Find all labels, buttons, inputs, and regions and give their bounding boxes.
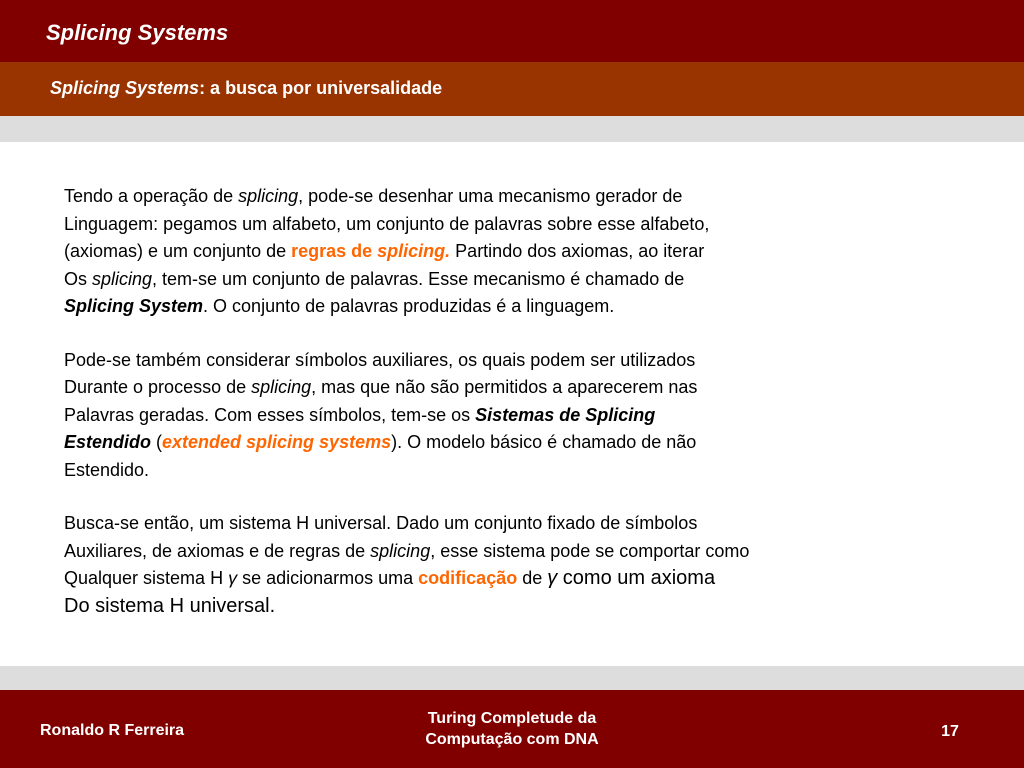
p3-line-3: Qualquer sistema H γ se adicionarmos uma codificação de γ como um axioma [64, 567, 716, 589]
p1-line-5: Splicing System. O conjunto de palavras produzidas é a linguagem. [64, 296, 615, 316]
slide-title: Splicing Systems [46, 20, 229, 45]
subtitle-rest: : a busca por universalidade [199, 78, 443, 98]
footer-presentation-title [362, 708, 662, 750]
p3-line-4: Do sistema H universal. [64, 594, 276, 617]
p2-line-4: Estendido (extended splicing systems). O modelo básico é chamado de não [64, 432, 697, 452]
p3-line-1: Busca-se então, um sistema H universal. Dado um conjunto fixado de símbolos [64, 513, 698, 533]
page-number: 17 [941, 723, 959, 740]
bottom-divider-band [0, 666, 1024, 690]
highlight-codificacao: codificação [418, 568, 518, 588]
slide-subtitle [50, 78, 442, 99]
p1-line-3: (axiomas) e um conjunto de regras de splicing. Partindo dos axiomas, ao iterar [64, 241, 705, 261]
footer-bar [0, 690, 1024, 768]
subtitle-italic: Splicing Systems [50, 78, 200, 98]
slide-body [64, 183, 964, 620]
paragraph-1 [64, 183, 964, 321]
p2-line-1: Pode-se também considerar símbolos auxiliares, os quais podem ser utilizados [64, 349, 696, 370]
top-divider-band [0, 116, 1024, 142]
highlight-regras: regras de [291, 241, 378, 261]
footer-author: Ronaldo R Ferreira [40, 722, 185, 739]
highlight-extended: extended splicing systems [162, 432, 392, 452]
footer-title-line-2: Computação com DNA [425, 731, 599, 748]
p2-line-5: Estendido. [64, 459, 150, 480]
p3-line-2: Auxiliares, de axiomas e de regras de splicing, esse sistema pode se comportar como [64, 540, 750, 561]
footer-title-line-1: Turing Completude da [427, 710, 597, 727]
p1-line-1: Tendo a operação de splicing, pode-se desenhar uma mecanismo gerador de [64, 186, 683, 206]
paragraph-2 [64, 347, 964, 485]
p2-line-3: Palavras geradas. Com esses símbolos, tem-se os Sistemas de Splicing [64, 404, 656, 425]
p1-line-2: Linguagem: pegamos um alfabeto, um conjunto de palavras sobre esse alfabeto, [64, 213, 710, 234]
p1-line-4: Os splicing, tem-se um conjunto de palavras. Esse mecanismo é chamado de [64, 268, 685, 289]
highlight-splicing: splicing. [377, 241, 451, 261]
paragraph-3 [64, 510, 964, 620]
p2-line-2: Durante o processo de splicing, mas que não são permitidos a aparecerem nas [64, 377, 698, 397]
